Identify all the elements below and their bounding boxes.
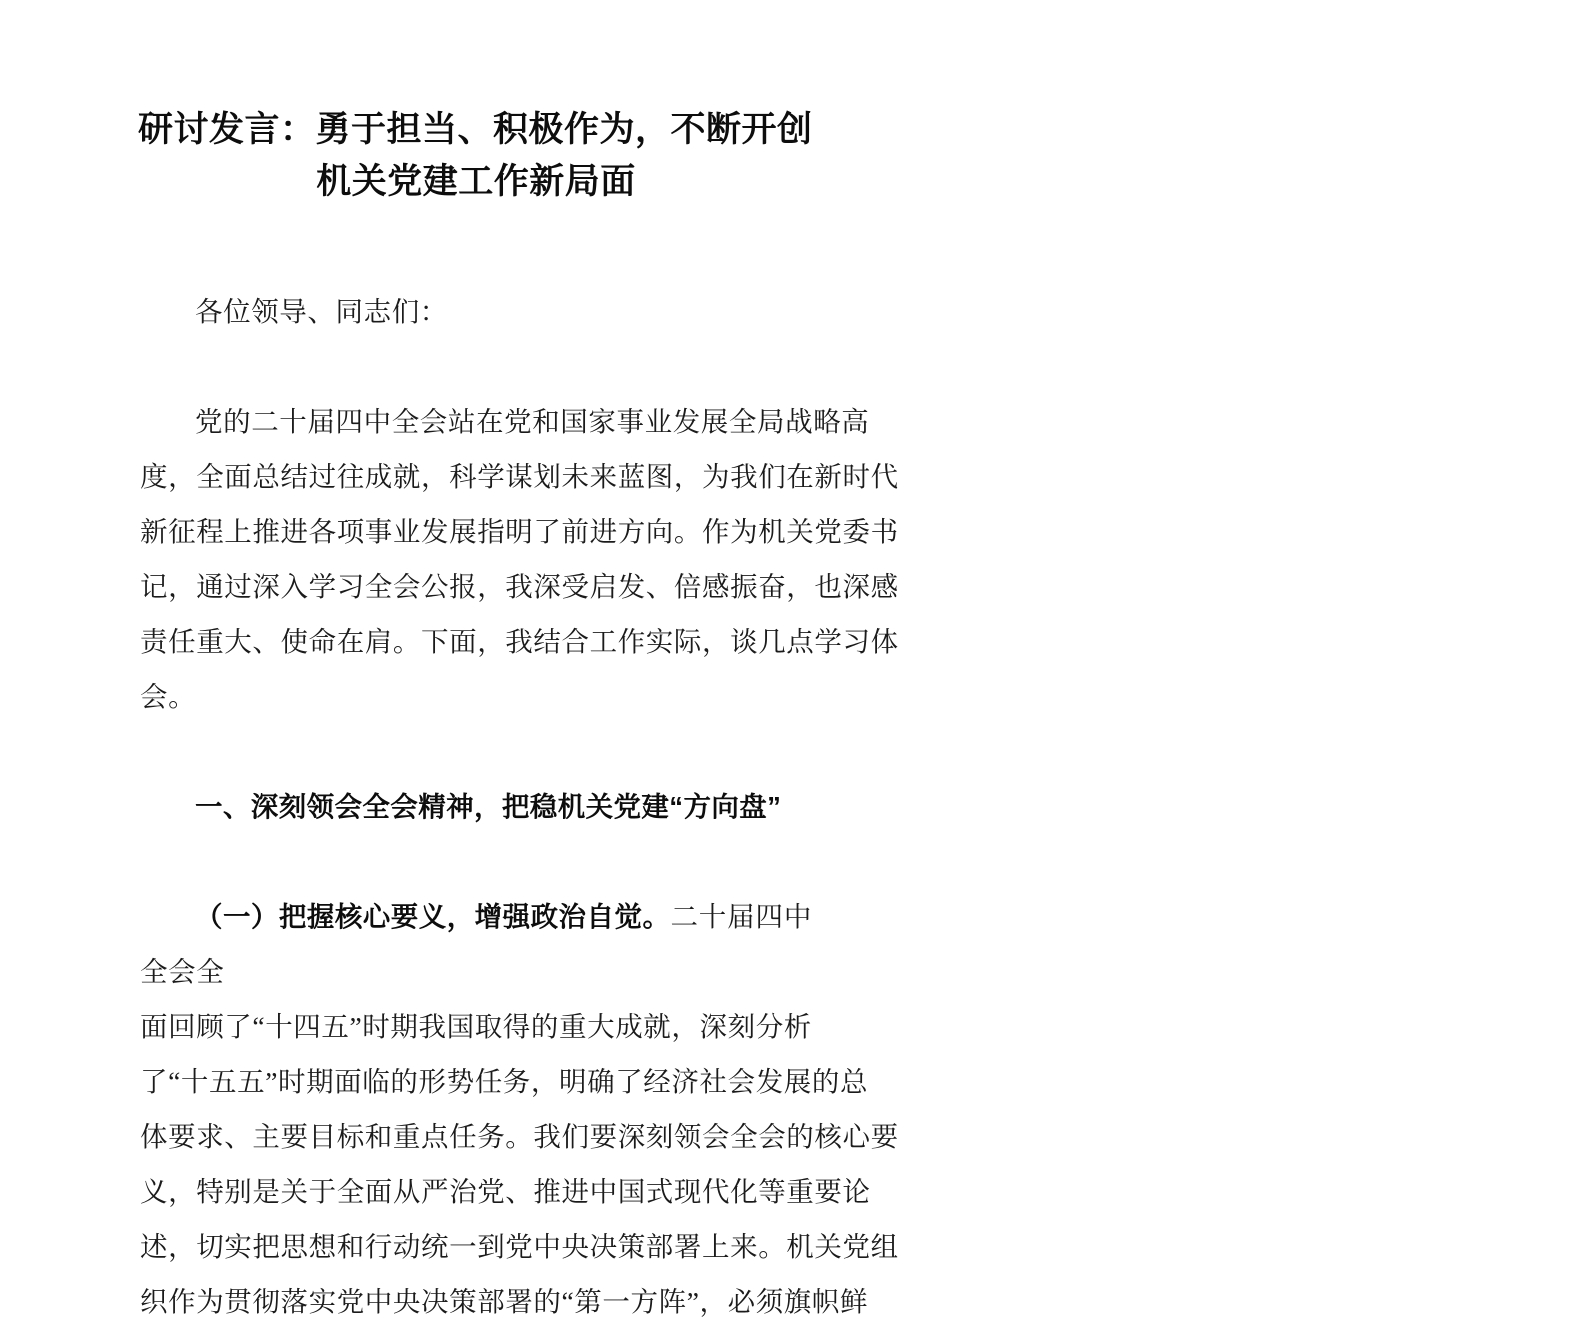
subsection-body-line: 体要求、主要目标和重点任务。我们要深刻领会全会的核心要 — [140, 1121, 899, 1152]
document-body — [140, 284, 899, 1329]
opening-paragraph-line: 党的二十届四中全会站在党和国家事业发展全局战略高 — [195, 406, 870, 437]
salutation: 各位领导、同志们： — [195, 296, 448, 327]
document-title-line-2: 机关党建工作新局面 — [316, 162, 636, 201]
document-title — [140, 0, 812, 208]
section-heading-1: 一、深刻领会全会精神，把稳机关党建“方向盘” — [195, 791, 782, 822]
subsection-body-line: 面回顾了“十四五”时期我国取得的重大成就，深刻分析 — [140, 1011, 812, 1042]
opening-paragraph — [140, 394, 899, 724]
subsection-lead-bold: （一）把握核心要义，增强政治自觉。 — [195, 901, 671, 932]
opening-paragraph-line: 记，通过深入学习全会公报，我深受启发、倍感振奋，也深感 — [140, 571, 899, 602]
opening-paragraph-line: 度，全面总结过往成就，科学谋划未来蓝图，为我们在新时代 — [140, 461, 899, 492]
subsection-paragraph — [140, 834, 812, 999]
subsection-body-line: 述，切实把思想和行动统一到党中央决策部署上来。机关党组 — [140, 1231, 899, 1262]
opening-paragraph-line: 新征程上推进各项事业发展指明了前进方向。作为机关党委书 — [140, 516, 899, 547]
document-content-column — [138, 0, 899, 1329]
subsection-body-line: 织作为贯彻落实党中央决策部署的“第一方阵”，必须旗帜鲜 — [140, 1286, 869, 1317]
document-title-line-1: 研讨发言：勇于担当、积极作为，不断开创 — [138, 110, 813, 149]
subsection-body-line: 义，特别是关于全面从严治党、推进中国式现代化等重要论 — [140, 1176, 871, 1207]
opening-paragraph-line: 责任重大、使命在肩。下面，我结合工作实际，谈几点学习体 — [140, 626, 899, 657]
salutation-spacer — [140, 339, 812, 394]
subsection-first-run: 二十届四中全会全 — [140, 901, 813, 987]
subsection-body-line: 了“十五五”时期面临的形势任务，明确了经济社会发展的总 — [140, 1066, 869, 1097]
opening-paragraph-line: 会。 — [140, 681, 197, 712]
subsection-body — [140, 999, 899, 1329]
